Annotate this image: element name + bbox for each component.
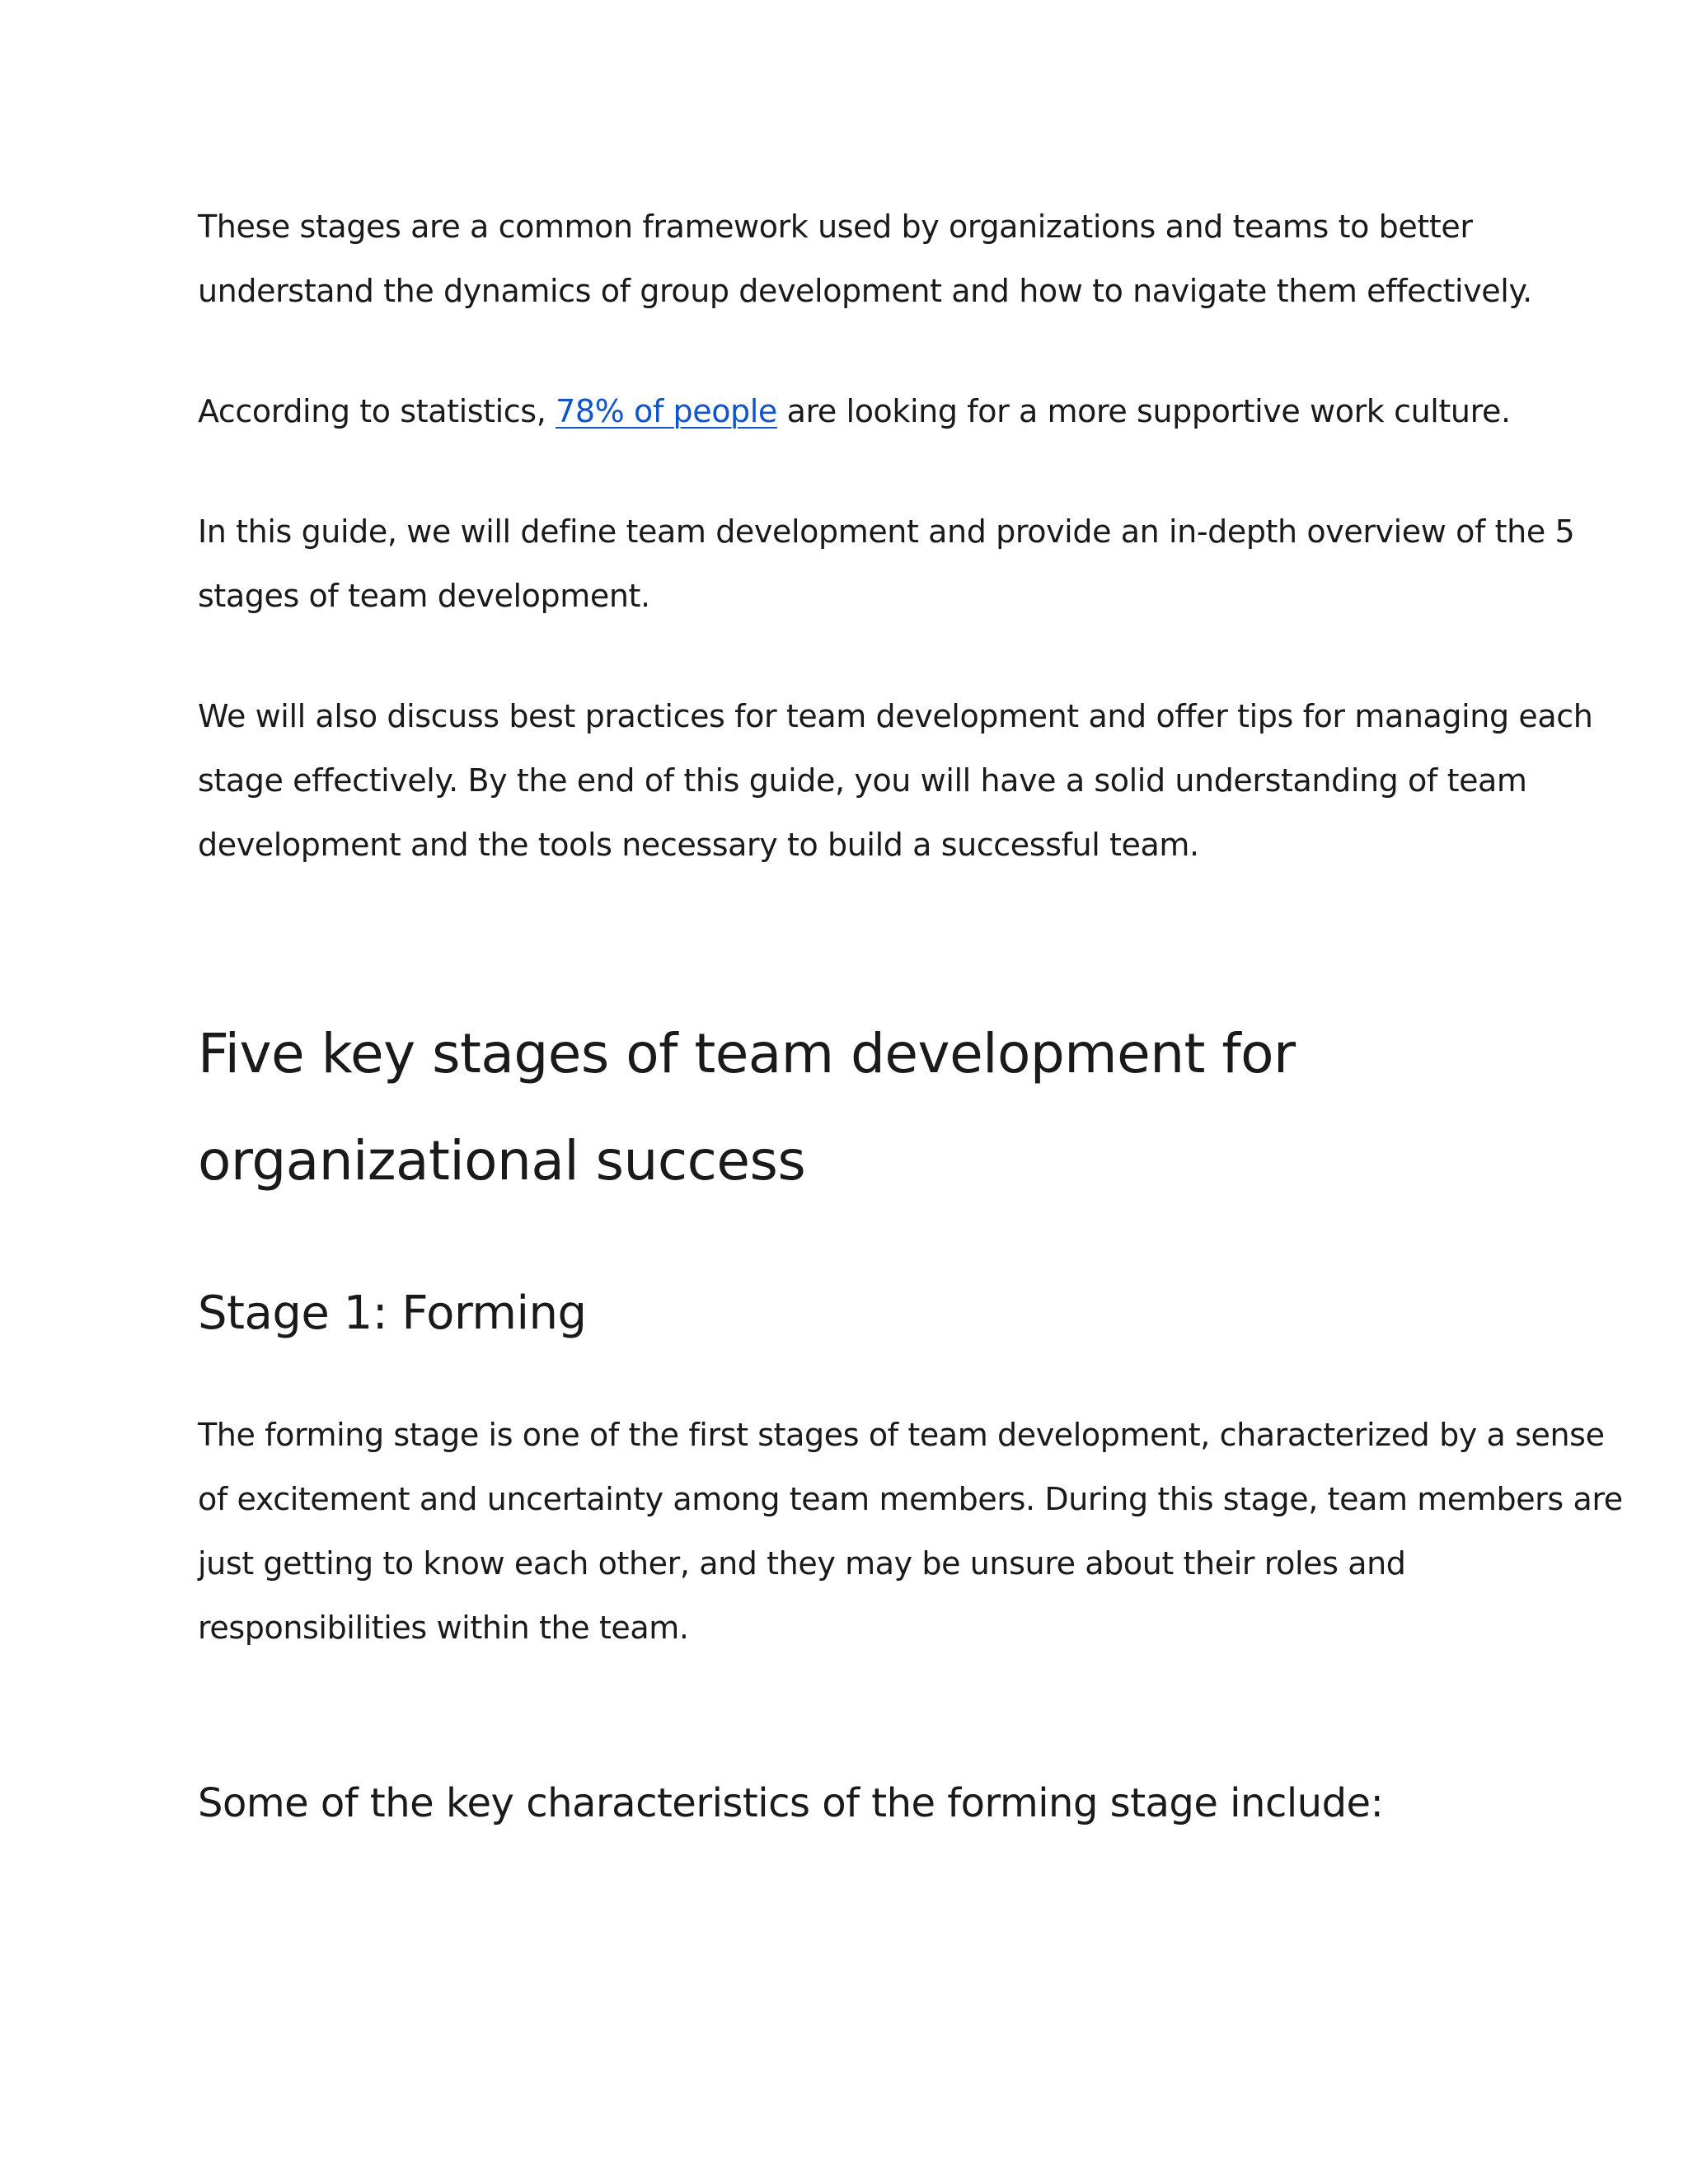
best-practices-paragraph-line: stage effectively. By the end of this guide, you will have a solid understanding of team [198,762,1527,799]
forming-paragraph-line: The forming stage is one of the first stages of team development, characterized by a sense [198,1417,1605,1453]
statistics-paragraph [198,379,1517,443]
best-practices-paragraph-line: We will also discuss best practices for team development and offer tips for managing each [198,698,1593,734]
forming-paragraph [198,1403,1623,1660]
guide-paragraph [198,499,1575,628]
intro-paragraph-line: understand the dynamics of group development and how to navigate them effectively. [198,273,1532,309]
statistics-link[interactable]: 78% of people [556,393,777,429]
intro-paragraph [198,194,1532,323]
section-heading-line: Five key stages of team development for [198,1022,1296,1085]
guide-paragraph-line: In this guide, we will define team development and provide an in-depth overview of the 5 [198,513,1575,550]
forming-paragraph-line: of excitement and uncertainty among team members. During this stage, team members are [198,1481,1623,1517]
document-body [198,194,1623,1836]
statistics-text-after: are looking for a more supportive work culture. [776,393,1511,429]
guide-paragraph-line: stages of team development. [198,578,650,614]
best-practices-paragraph [198,684,1593,877]
section-heading-line: organizational success [198,1129,806,1193]
best-practices-paragraph-line: development and the tools necessary to build a successful team. [198,827,1199,863]
forming-paragraph-line: just getting to know each other, and they may be unsure about their roles and [198,1545,1406,1582]
statistics-text-before: According to statistics, [198,393,556,429]
characteristics-subheading: Some of the key characteristics of the forming stage include: [198,1780,1384,1826]
intro-paragraph-line: These stages are a common framework used by organizations and teams to better [198,209,1473,245]
section-heading [198,1001,1517,1215]
forming-paragraph-line: responsibilities within the team. [198,1610,689,1646]
stage-1-heading: Stage 1: Forming [198,1286,587,1340]
